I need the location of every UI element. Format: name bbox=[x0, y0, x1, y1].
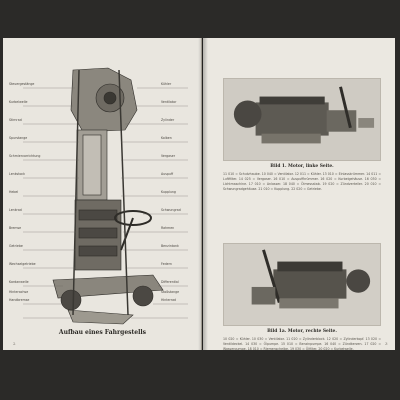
diagram-label-right: Kühler bbox=[161, 82, 172, 86]
diagram-label-right: Stoßstange bbox=[161, 290, 180, 294]
diagram-label-right: Rahmen bbox=[161, 226, 175, 230]
diagram-label-right: Benzintank bbox=[161, 244, 179, 248]
diagram-label-right: Ventilator bbox=[161, 100, 177, 104]
diagram-label-left: Wechselgetriebe bbox=[9, 262, 36, 266]
diagram-label-left: Kardanwelle bbox=[9, 280, 29, 284]
diagram-label-right: Vergaser bbox=[161, 154, 176, 158]
left-page bbox=[3, 38, 202, 350]
diagram-caption: Aufbau eines Fahrgestells bbox=[58, 329, 147, 336]
diagram-label-left: Steuergestänge bbox=[9, 82, 35, 86]
figure-2-legend-text: 10 020 = Kühler. 10 030 = Ventilator. 11 020 = Zylinderblock. 12 020 = Zylinderkopf. 13 020 = Ventildeckel. 14 030 = Ölpumpe. 15 010 = Benzinpumpe. 16 040 = Zündkerzen. 17 020 = Wasserpumpe. 18 010 = Riemenscheibe. 19 030 = Ölfilter. 20 020 = Kurbelwelle. bbox=[223, 337, 381, 350]
diagram-label-left: Bremse bbox=[9, 226, 22, 230]
book-gutter bbox=[198, 38, 208, 350]
book-spread bbox=[3, 38, 395, 350]
figure-1-legend-text: 11 010 = Schutzhaube. 10 040 = Ventilator. 12 011 = Kühler. 13 010 = Einlasskrümmer. 14 011 = Luftfilter. 14 025 = Vergaser. 16 010 = Auspuffkrümmer. 16 020 = Kurbelgehäuse. 16 030 = Lichtmaschine. 17 010 = Anlasser. 18 040 = Ölmessstab. 19 020 = Zündverteiler. 20 010 = Schwungradgehäuse. 21 010 = Kupplung. 22 020 = Getriebe. bbox=[223, 172, 381, 191]
page-number-right: 3 bbox=[385, 341, 388, 346]
engine-photo-right-side bbox=[223, 243, 381, 326]
diagram-label-right: Zylinder bbox=[161, 118, 175, 122]
page-number-left: 2 bbox=[13, 341, 16, 346]
diagram-label-left: Hebel bbox=[9, 190, 19, 194]
diagram-label-left: Getriebe bbox=[9, 244, 23, 248]
figure-2-caption: Bild 1a. Motor, rechte Seite. bbox=[267, 329, 337, 334]
diagram-label-right: Kolben bbox=[161, 136, 172, 140]
diagram-label-right: Auspuff bbox=[161, 172, 174, 176]
diagram-label-left: Kurbelwelle bbox=[9, 100, 28, 104]
diagram-label-left: Lenkstock bbox=[9, 172, 26, 176]
diagram-label-left: Stirnrad bbox=[9, 118, 22, 122]
diagram-label-right: Differential bbox=[161, 280, 179, 284]
diagram-label-left: Spurstange bbox=[9, 136, 28, 140]
diagram-label-left: Lenkrad bbox=[9, 208, 22, 212]
diagram-label-left: Schmiervorrichtung bbox=[9, 154, 41, 158]
diagram-label-right: Schwungrad bbox=[161, 208, 181, 212]
engine-photo-left-side bbox=[223, 78, 381, 161]
right-page bbox=[203, 38, 395, 350]
figure-1-caption: Bild 1. Motor, linke Seite. bbox=[270, 164, 334, 169]
diagram-label-left: Handbremse bbox=[9, 298, 30, 302]
diagram-label-left: Hinterachse bbox=[9, 290, 29, 294]
diagram-label-right: Kupplung bbox=[161, 190, 176, 194]
diagram-label-right: Hinterrad bbox=[161, 298, 177, 302]
diagram-label-right: Federn bbox=[161, 262, 172, 266]
